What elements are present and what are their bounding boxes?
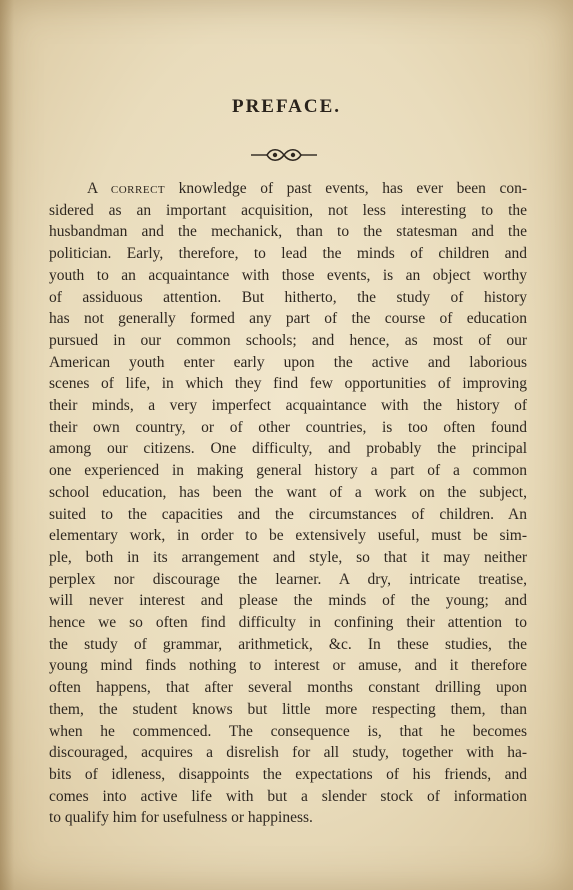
text-line: husbandman and the mechanick, than to the statesman and the [49,223,527,241]
text-line: hence we so often find difficulty in confining their attention to [49,614,527,632]
text-line: the study of grammar, arithmetick, &c. In these studies, the [49,635,527,653]
double-loop-flourish-icon [249,146,319,164]
paragraph-first-line [49,178,527,200]
text-line: young mind finds nothing to interest or amuse, and it therefore [49,657,527,675]
first-line-rest: knowledge of past events, has ever been con- [178,180,527,197]
text-line: youth to an acquaintance with those events, is an object worthy [49,266,527,284]
text-line: elementary work, in order to be extensively useful, must be sim- [49,527,527,545]
text-line: school education, has been the want of a work on the subject, [49,483,527,501]
text-line: their own country, or of other countries, is too often found [49,418,527,436]
text-line: among our citizens. One difficulty, and probably the principal [49,440,527,458]
text-line: perplex nor discourage the learner. A dry, intricate treatise, [49,570,527,588]
text-line: to qualify him for usefulness or happiness. [49,809,313,827]
dropcap-lead: A [87,180,98,197]
text-line: comes into active life with but a slender stock of information [49,787,527,805]
text-line: suited to the capacities and the circumstances of children. An [49,505,527,523]
text-line: them, the student knows but little more respecting them, than [49,700,527,718]
text-line: has not generally formed any part of the course of education [49,310,527,328]
text-line: scenes of life, in which they find few opportunities of improving [49,375,527,393]
text-line: sidered as an important acquisition, not less interesting to the [49,201,527,219]
text-line: often happens, that after several months constant drilling upon [49,679,527,697]
text-line: bits of idleness, disappoints the expectations of his friends, and [49,765,527,783]
page-edge-shadow [0,0,14,890]
lead-smallcaps-word: correct [110,180,166,197]
text-line: of assiduous attention. But hitherto, the study of history [49,288,527,306]
paragraph-lines [49,200,527,829]
text-line: will never interest and please the minds of the young; and [49,592,527,610]
text-line: when he commenced. The consequence is, that he becomes [49,722,527,740]
text-line: their minds, a very imperfect acquaintance with the history of [49,397,527,415]
text-line: one experienced in making general history a part of a common [49,462,527,480]
page-title: PREFACE. [231,96,342,117]
text-line: American youth enter early upon the active and laborious [49,353,527,371]
preface-paragraph [49,178,527,829]
text-line: ple, both in its arrangement and style, so that it may neither [49,548,527,566]
text-line: discouraged, acquires a disrelish for all study, together with ha- [49,744,527,762]
text-line: pursued in our common schools; and hence, as most of our [49,331,527,349]
text-line: politician. Early, therefore, to lead the minds of children and [49,245,527,263]
